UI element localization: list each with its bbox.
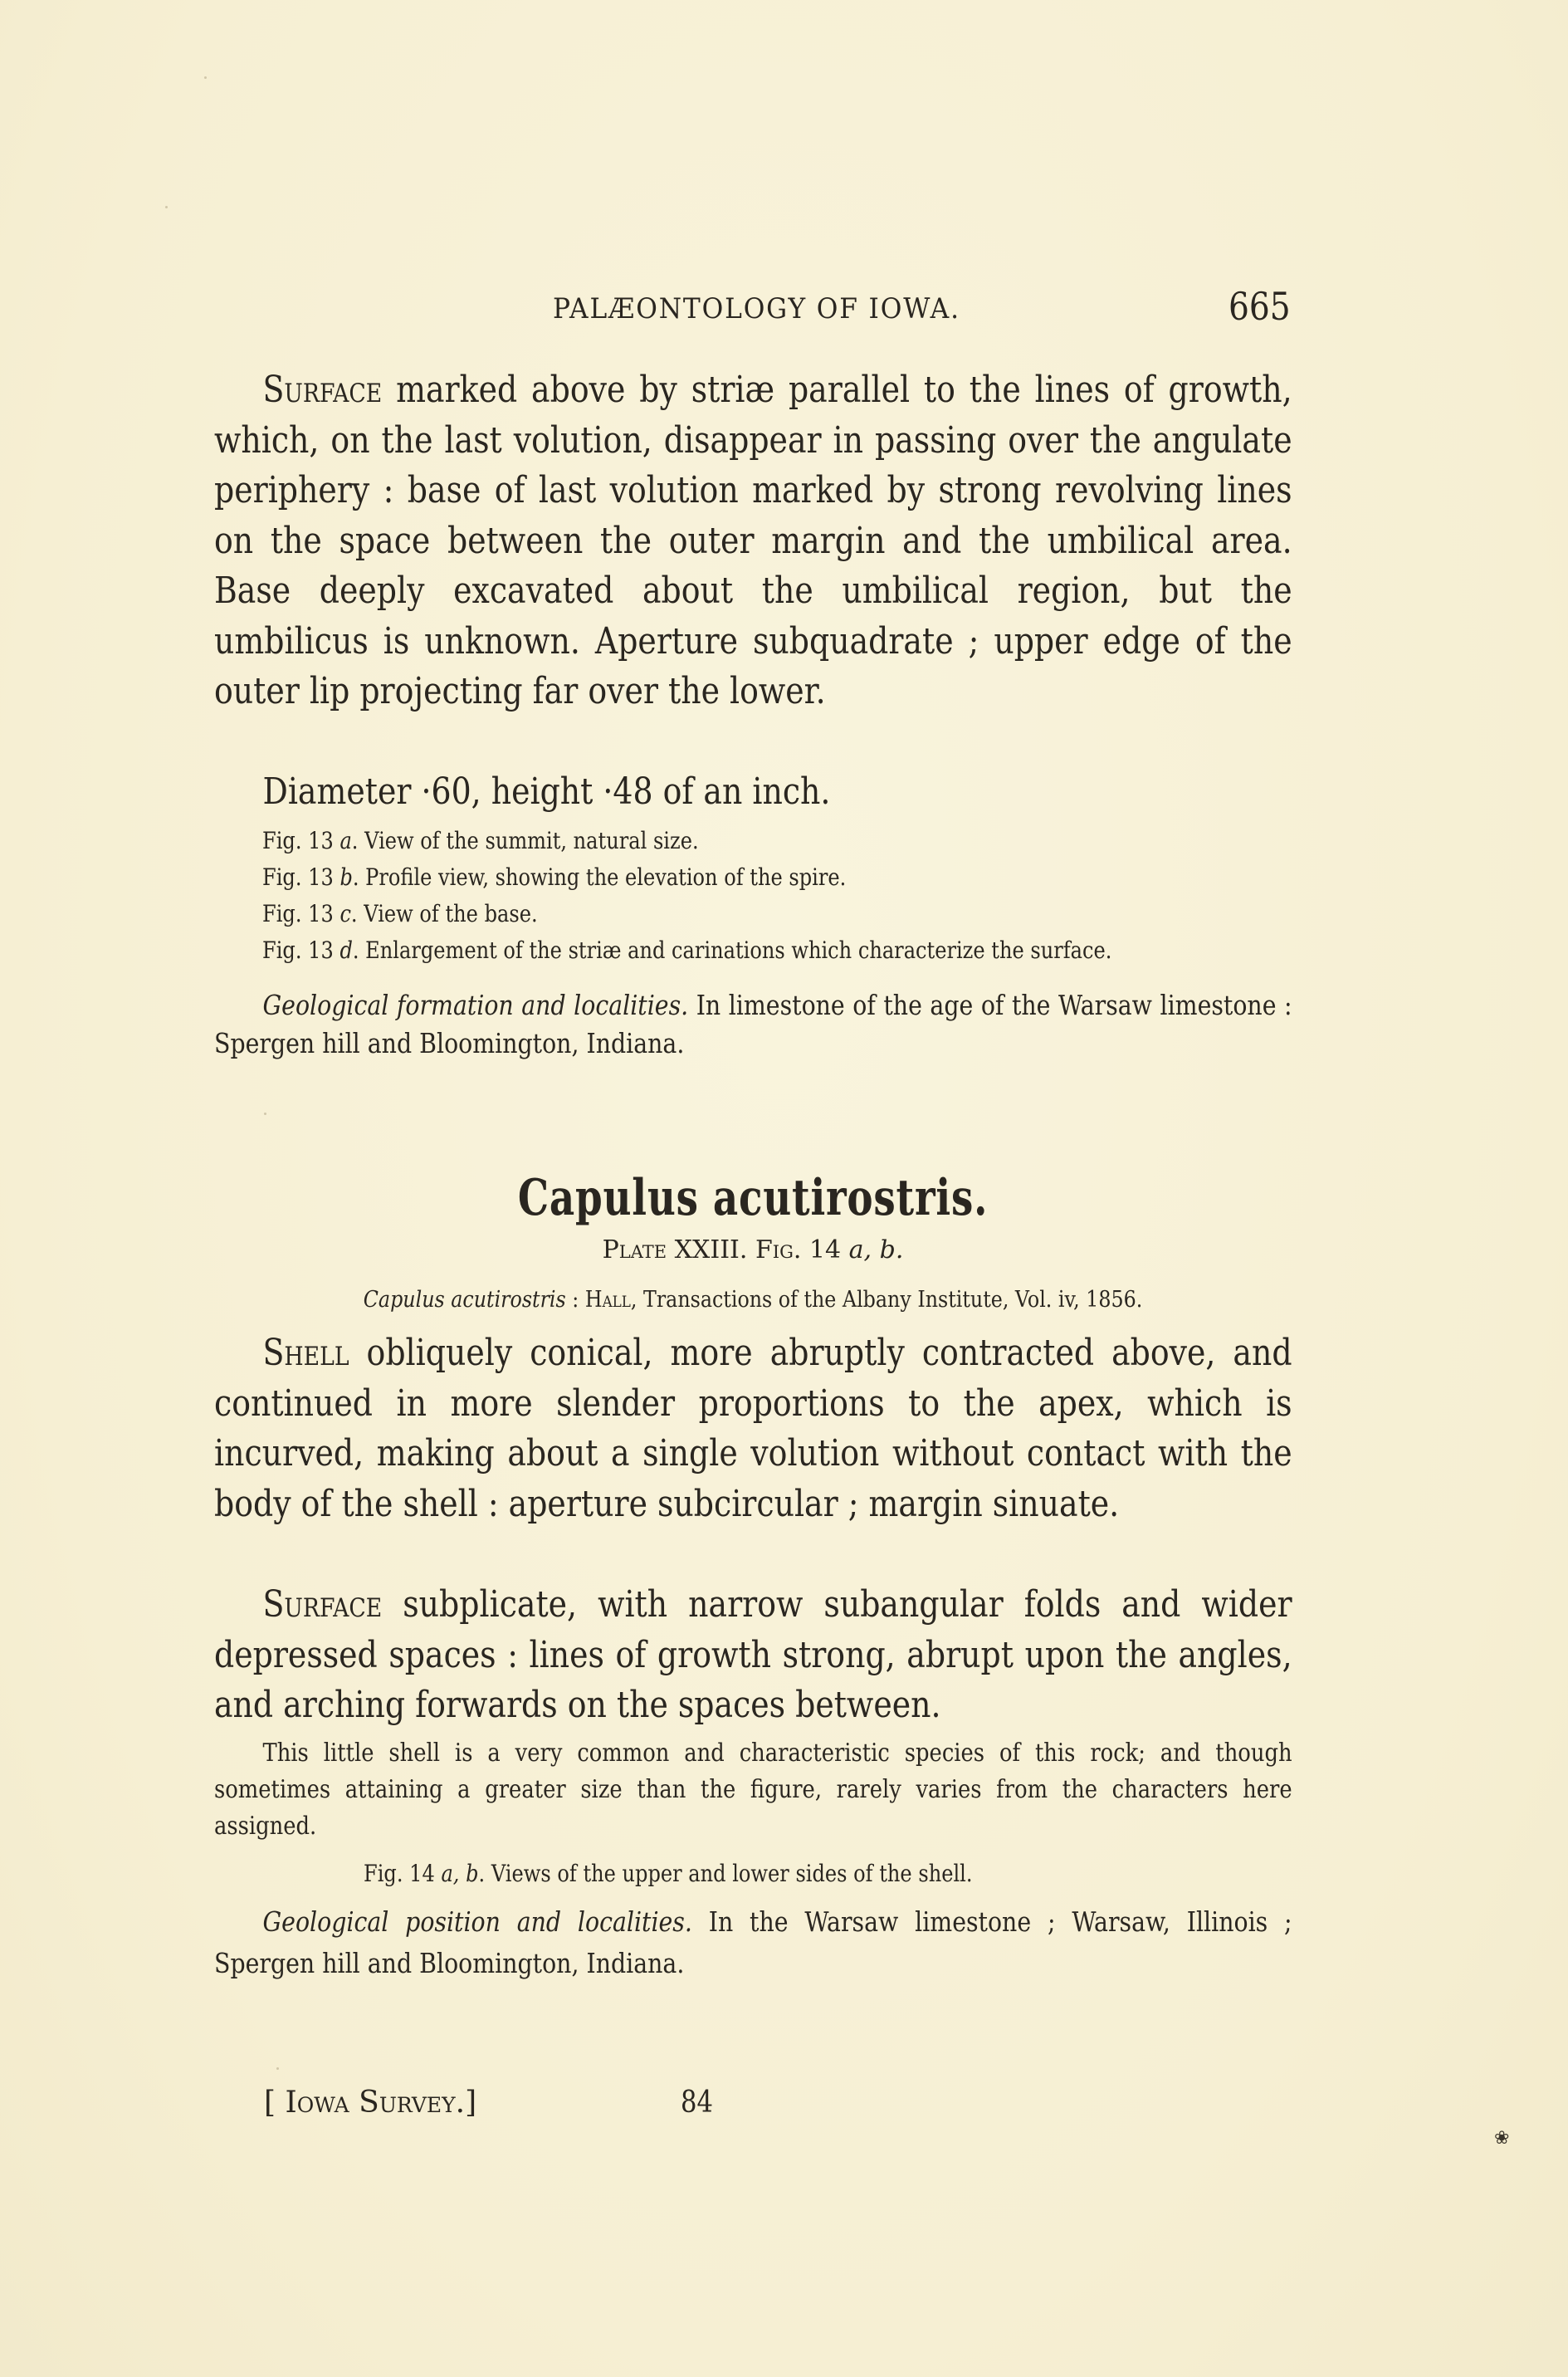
figure-caption: Fig. 13 b. Profile view, showing the elevation of the spire. (262, 863, 847, 891)
shell-description-paragraph (214, 1328, 1292, 1529)
figure-caption: Fig. 13 a. View of the summit, natural size. (262, 827, 699, 854)
synonymy-citation: Capulus acutirostris : Hall, Transactions of the Albany Institute, Vol. iv, 1856. (363, 1287, 1143, 1313)
shell-lead: Shell (262, 1332, 349, 1374)
species-title: Capulus acutirostris. (517, 1169, 989, 1227)
paper-speck (165, 206, 168, 208)
shell-text: obliquely conical, more abruptly contracted above, and continued in more slender proportions to the apex, which is incurved, making about a single volution without contact with the body of the shell : aperture subcircular ; margin sinuate. (214, 1332, 1292, 1525)
page-number: 665 (1229, 284, 1291, 329)
surface-description-paragraph-2 (214, 1580, 1292, 1731)
surface-lead-2: Surface (262, 1583, 383, 1626)
remark-paragraph: This little shell is a very common and characteristic species of this rock; and though sometimes attaining a greater size than the figure, rarely varies from the characters here assigned. (214, 1739, 1292, 1841)
geology-text-2: In the Warsaw limestone ; Warsaw, Illinois ; Spergen hill and Bloomington, Indiana. (214, 1905, 1292, 1979)
paper-speck (204, 76, 207, 79)
figure-caption: Fig. 13 d. Enlargement of the striæ and carinations which characterize the surface. (262, 937, 1112, 964)
geological-position-paragraph (214, 1901, 1292, 1984)
printers-ornament-icon: ❀ (1494, 2127, 1510, 2148)
geology-label-2: Geological position and localities. (262, 1905, 692, 1938)
surface-description-paragraph (214, 365, 1292, 717)
dimensions-line: Diameter ·60, height ·48 of an inch. (262, 770, 831, 813)
paper-speck (276, 2067, 279, 2070)
running-title: PALÆONTOLOGY OF IOWA. (553, 292, 960, 325)
surface-lead: Surface (262, 369, 383, 411)
surface-text-2: subplicate, with narrow subangular folds and wider depressed spaces : lines of growth strong, abrupt upon the angles, and arching forwards on the spaces between. (214, 1583, 1292, 1726)
geology-text: In limestone of the age of the Warsaw limestone : Spergen hill and Bloomington, Indiana. (214, 989, 1292, 1059)
figure-caption: Fig. 13 c. View of the base. (262, 900, 538, 927)
signature-mark: [ Iowa Survey.] (264, 2086, 477, 2120)
geological-formation-paragraph (214, 986, 1292, 1063)
plate-reference: Plate XXIII. Fig. 14 a, b. (602, 1235, 904, 1264)
signature-number: 84 (681, 2086, 713, 2120)
paper-speck (264, 1113, 266, 1115)
geology-label: Geological formation and localities. (262, 989, 689, 1021)
figure-caption-14: Fig. 14 a, b. Views of the upper and lower sides of the shell. (364, 1860, 973, 1887)
surface-text: marked above by striæ parallel to the lines of growth, which, on the last volution, disappear in passing over the angulate periphery : base of last volution marked by strong revolving lines on the space between the outer margin and the umbilical area. Base deeply excavated about the umbilical region, but the umbilicus is unknown. Aperture subquadrate ; upper edge of the outer lip projecting far over the lower. (214, 369, 1292, 712)
